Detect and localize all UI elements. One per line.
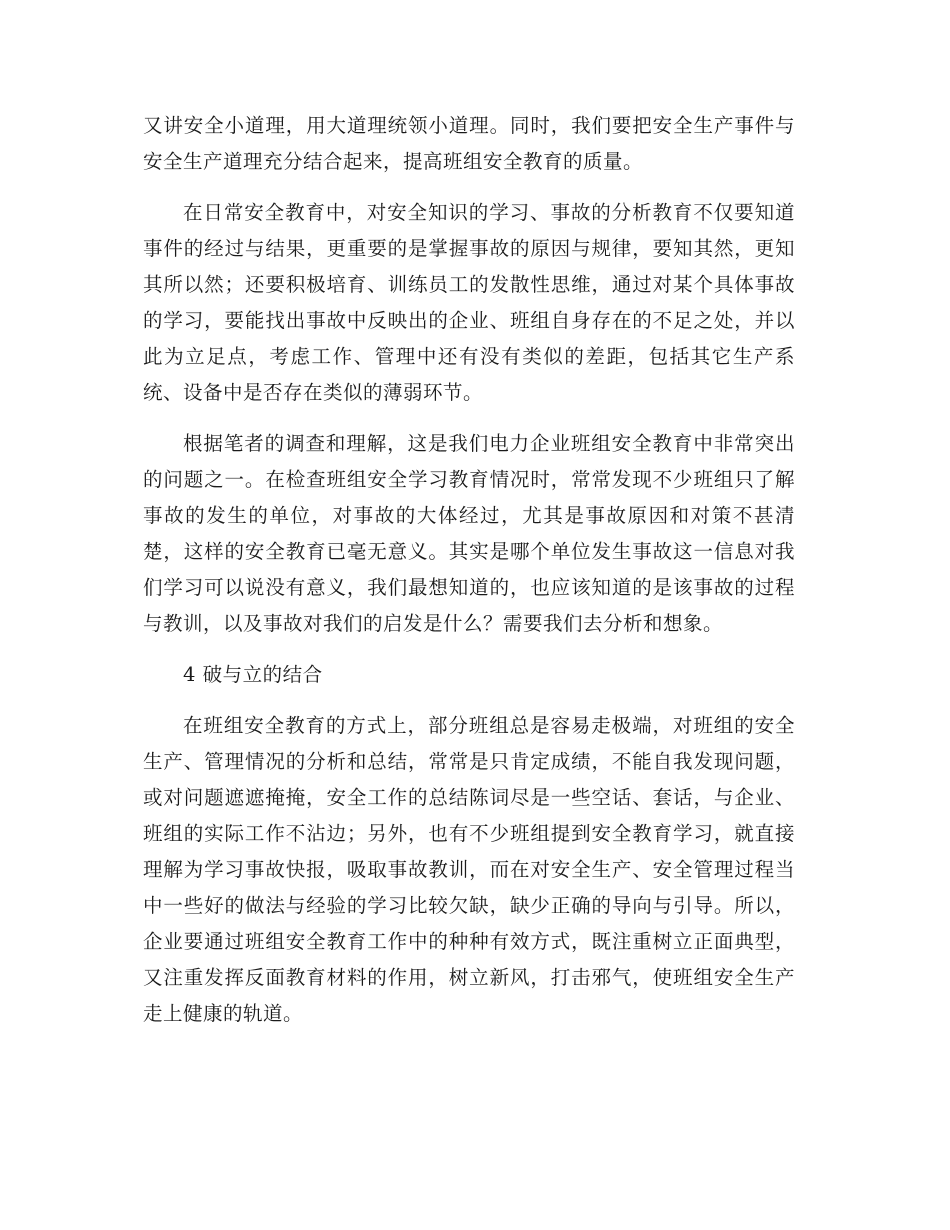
paragraph-author-survey: 根据笔者的调查和理解，这是我们电力企业班组安全教育中非常突出的问题之一。在检查班组安全学习教育情况时，常常发现不少班组只了解事故的发生的单位，对事故的大体经过，尤其是事故原因和对策不甚清楚，这样的安全教育已毫无意义。其实是哪个单位发生事故这一信息对我们学习可以说没有意义，我们最想知道的，也应该知道的是该事故的过程与教训，以及事故对我们的启发是什么？需要我们去分析和想象。	[143, 432, 795, 635]
section-heading: 4 破与立的结合	[183, 663, 323, 686]
document-page	[143, 108, 795, 1047]
paragraph-education-method: 在班组安全教育的方式上，部分班组总是容易走极端，对班组的安全生产、管理情况的分析和总结，常常是只肯定成绩，不能自我发现问题，或对问题遮遮掩掩，安全工作的总结陈词尽是一些空话、套话，与企业、班组的实际工作不沾边；另外，也有不少班组提到安全教育学习，就直接理解为学习事故快报，吸取事故教训，而在对安全生产、安全管理过程当中一些好的做法与经验的学习比较欠缺，缺少正确的导向与引导。所以，企业要通过班组安全教育工作中的种种有效方式，既注重树立正面典型，又注重发挥反面教育材料的作用，树立新风，打击邪气，使班组安全生产走上健康的轨道。	[143, 714, 795, 1025]
paragraph-daily-education: 在日常安全教育中，对安全知识的学习、事故的分析教育不仅要知道事件的经过与结果，更重要的是掌握事故的原因与规律，要知其然，更知其所以然；还要积极培育、训练员工的发散性思维，通过对某个具体事故的学习，要能找出事故中反映出的企业、班组自身存在的不足之处，并以此为立足点，考虑工作、管理中还有没有类似的差距，包括其它生产系统、设备中是否存在类似的薄弱环节。	[143, 201, 795, 404]
paragraph-continuation: 又讲安全小道理，用大道理统领小道理。同时，我们要把安全生产事件与安全生产道理充分结合起来，提高班组安全教育的质量。	[143, 114, 795, 173]
